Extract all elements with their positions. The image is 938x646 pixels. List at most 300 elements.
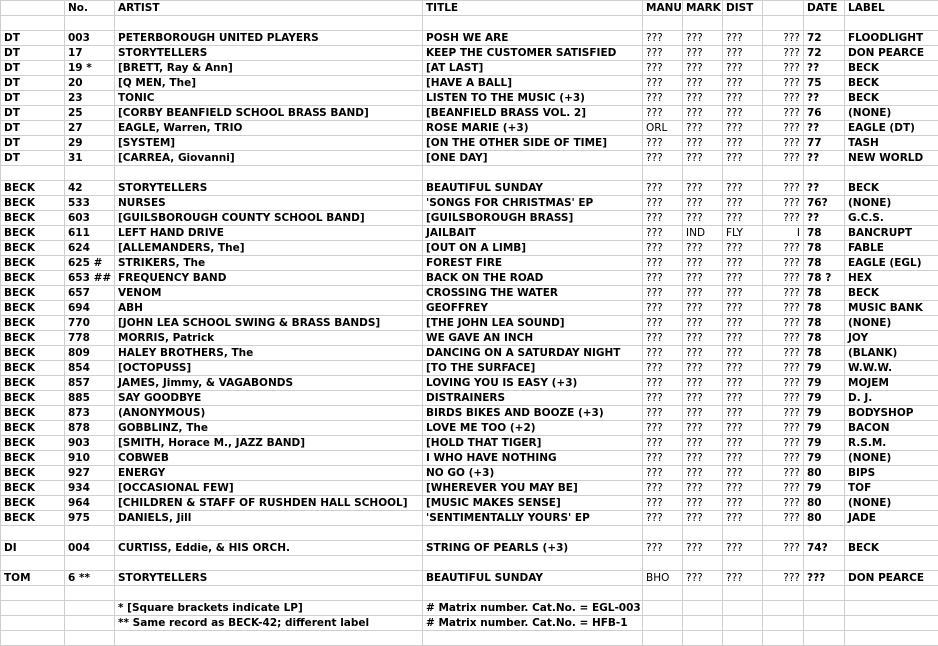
cell-dist: ??? — [723, 436, 763, 451]
cell-blank — [763, 166, 804, 181]
cell-date — [804, 526, 845, 541]
cell-title: FOREST FIRE — [423, 256, 643, 271]
cell-series: BECK — [1, 406, 65, 421]
cell-artist: [GUILSBOROUGH COUNTY SCHOOL BAND] — [115, 211, 423, 226]
cell-number: 533 — [65, 196, 115, 211]
cell-title: [TO THE SURFACE] — [423, 361, 643, 376]
cell-mark: ??? — [683, 31, 723, 46]
cell-blank — [763, 586, 804, 601]
cell-number: 809 — [65, 346, 115, 361]
cell-label: FLOODLIGHT — [845, 31, 938, 46]
cell-label: R.S.M. — [845, 436, 938, 451]
cell-manu: ??? — [643, 316, 683, 331]
table-row — [1, 361, 938, 376]
cell-series: BECK — [1, 391, 65, 406]
cell-number: 694 — [65, 301, 115, 316]
cell-number — [65, 166, 115, 181]
cell-manu — [643, 166, 683, 181]
cell-date — [804, 616, 845, 631]
cell-series: BECK — [1, 181, 65, 196]
cell-label: BECK — [845, 91, 938, 106]
cell-artist: * [Square brackets indicate LP] — [115, 601, 423, 616]
cell-manu — [643, 616, 683, 631]
cell-artist: [OCCASIONAL FEW] — [115, 481, 423, 496]
cell-mark — [683, 16, 723, 31]
cell-mark: ??? — [683, 376, 723, 391]
cell-date: ?? — [804, 91, 845, 106]
cell-series: BECK — [1, 226, 65, 241]
cell-dist: ??? — [723, 151, 763, 166]
table-row — [1, 16, 938, 31]
cell-label: (NONE) — [845, 316, 938, 331]
cell-title — [423, 166, 643, 181]
cell-mark: ??? — [683, 571, 723, 586]
cell-mark: ??? — [683, 511, 723, 526]
table-row — [1, 31, 938, 46]
cell-title: 'SENTIMENTALLY YOURS' EP — [423, 511, 643, 526]
cell-series: BECK — [1, 361, 65, 376]
table-row — [1, 466, 938, 481]
cell-date: 79 — [804, 481, 845, 496]
cell-dist — [723, 616, 763, 631]
cell-series: DT — [1, 76, 65, 91]
cell-label — [845, 526, 938, 541]
table-row — [1, 616, 938, 631]
cell-series: DT — [1, 136, 65, 151]
cell-date: 78 ? — [804, 271, 845, 286]
table-row — [1, 556, 938, 571]
cell-dist: ??? — [723, 31, 763, 46]
cell-number — [65, 526, 115, 541]
cell-manu: ??? — [643, 511, 683, 526]
cell-title: LOVE ME TOO (+2) — [423, 421, 643, 436]
cell-artist: STORYTELLERS — [115, 46, 423, 61]
cell-mark: ??? — [683, 181, 723, 196]
cell-date — [804, 556, 845, 571]
cell-mark: ??? — [683, 496, 723, 511]
cell-series: DT — [1, 46, 65, 61]
table-row — [1, 286, 938, 301]
cell-blank — [763, 616, 804, 631]
cell-number: 23 — [65, 91, 115, 106]
cell-blank — [763, 16, 804, 31]
cell-number: 878 — [65, 421, 115, 436]
cell-dist: ??? — [723, 121, 763, 136]
cell-manu — [643, 16, 683, 31]
table-row — [1, 346, 938, 361]
cell-mark — [683, 616, 723, 631]
cell-date — [804, 601, 845, 616]
cell-number: 611 — [65, 226, 115, 241]
cell-artist: ** Same record as BECK-42; different label — [115, 616, 423, 631]
cell-number: 004 — [65, 541, 115, 556]
cell-mark — [683, 526, 723, 541]
cell-manu: BHO — [643, 571, 683, 586]
cell-blank: ??? — [763, 91, 804, 106]
cell-series — [1, 526, 65, 541]
cell-artist: [CHILDREN & STAFF OF RUSHDEN HALL SCHOOL] — [115, 496, 423, 511]
cell-dist: ??? — [723, 511, 763, 526]
cell-artist: DANIELS, Jill — [115, 511, 423, 526]
cell-series: BECK — [1, 376, 65, 391]
cell-artist: STORYTELLERS — [115, 571, 423, 586]
cell-artist: [SMITH, Horace M., JAZZ BAND] — [115, 436, 423, 451]
cell-series: BECK — [1, 316, 65, 331]
cell-label: BECK — [845, 61, 938, 76]
cell-dist: ??? — [723, 181, 763, 196]
cell-date: 78 — [804, 331, 845, 346]
cell-artist: FREQUENCY BAND — [115, 271, 423, 286]
cell-number: 910 — [65, 451, 115, 466]
cell-label — [845, 166, 938, 181]
cell-label: (NONE) — [845, 106, 938, 121]
cell-blank: ??? — [763, 346, 804, 361]
cell-artist: HALEY BROTHERS, The — [115, 346, 423, 361]
cell-title: BEAUTIFUL SUNDAY — [423, 571, 643, 586]
cell-series: BECK — [1, 196, 65, 211]
cell-mark: ??? — [683, 301, 723, 316]
cell-title: NO GO (+3) — [423, 466, 643, 481]
cell-dist: ??? — [723, 331, 763, 346]
cell-manu: ??? — [643, 346, 683, 361]
cell-artist: LEFT HAND DRIVE — [115, 226, 423, 241]
cell-mark: ??? — [683, 76, 723, 91]
cell-title: BACK ON THE ROAD — [423, 271, 643, 286]
cell-blank: ??? — [763, 286, 804, 301]
cell-date: 80 — [804, 466, 845, 481]
cell-series — [1, 16, 65, 31]
cell-blank: ??? — [763, 451, 804, 466]
cell-mark: ??? — [683, 136, 723, 151]
cell-number: 603 — [65, 211, 115, 226]
cell-number — [65, 16, 115, 31]
cell-manu: ??? — [643, 196, 683, 211]
cell-series: DT — [1, 91, 65, 106]
cell-series: DT — [1, 31, 65, 46]
table-row — [1, 316, 938, 331]
cell-number: 934 — [65, 481, 115, 496]
cell-dist — [723, 166, 763, 181]
cell-series: BECK — [1, 256, 65, 271]
cell-blank: ??? — [763, 571, 804, 586]
cell-mark: ??? — [683, 196, 723, 211]
cell-dist: ??? — [723, 376, 763, 391]
cell-title: 'SONGS FOR CHRISTMAS' EP — [423, 196, 643, 211]
cell-manu: ??? — [643, 541, 683, 556]
cell-dist: ??? — [723, 76, 763, 91]
cell-title: JAILBAIT — [423, 226, 643, 241]
cell-title: # Matrix number. Cat.No. = HFB-1 — [423, 616, 643, 631]
cell-date: 79 — [804, 376, 845, 391]
cell-manu: ??? — [643, 361, 683, 376]
cell-title — [423, 631, 643, 646]
table-row — [1, 211, 938, 226]
cell-dist — [723, 631, 763, 646]
cell-manu: ??? — [643, 436, 683, 451]
table-row — [1, 166, 938, 181]
cell-mark: ??? — [683, 316, 723, 331]
cell-series: TOM — [1, 571, 65, 586]
cell-dist: ??? — [723, 136, 763, 151]
cell-date: 78 — [804, 256, 845, 271]
table-row — [1, 121, 938, 136]
cell-title — [423, 526, 643, 541]
cell-dist: ??? — [723, 466, 763, 481]
table-row — [1, 376, 938, 391]
cell-mark: ??? — [683, 421, 723, 436]
cell-mark — [683, 586, 723, 601]
cell-blank: ??? — [763, 136, 804, 151]
table-row — [1, 226, 938, 241]
cell-dist — [723, 556, 763, 571]
cell-label: DON PEARCE — [845, 571, 938, 586]
cell-mark: ??? — [683, 361, 723, 376]
cell-blank: ??? — [763, 76, 804, 91]
cell-date: 78 — [804, 301, 845, 316]
cell-number: 927 — [65, 466, 115, 481]
header-row — [1, 1, 938, 16]
cell-series: DT — [1, 106, 65, 121]
cell-manu: ??? — [643, 391, 683, 406]
cell-number: 20 — [65, 76, 115, 91]
cell-mark: ??? — [683, 61, 723, 76]
table-row — [1, 571, 938, 586]
cell-date: 78 — [804, 316, 845, 331]
header-series — [1, 1, 65, 16]
cell-date: ??? — [804, 571, 845, 586]
cell-manu: ??? — [643, 91, 683, 106]
table-row — [1, 391, 938, 406]
cell-label: BECK — [845, 541, 938, 556]
table-row — [1, 511, 938, 526]
cell-mark: ??? — [683, 331, 723, 346]
cell-number: 975 — [65, 511, 115, 526]
cell-dist: ??? — [723, 91, 763, 106]
header-manu: MANU — [643, 1, 683, 16]
cell-manu: ??? — [643, 481, 683, 496]
cell-title: # Matrix number. Cat.No. = EGL-003 — [423, 601, 643, 616]
cell-date: 77 — [804, 136, 845, 151]
cell-label — [845, 616, 938, 631]
cell-series — [1, 631, 65, 646]
cell-manu: ??? — [643, 106, 683, 121]
header-mark: MARK — [683, 1, 723, 16]
cell-mark: ??? — [683, 106, 723, 121]
cell-manu: ??? — [643, 226, 683, 241]
cell-title: GEOFFREY — [423, 301, 643, 316]
cell-series — [1, 166, 65, 181]
cell-artist: (ANONYMOUS) — [115, 406, 423, 421]
table-row — [1, 196, 938, 211]
cell-series — [1, 616, 65, 631]
cell-title: DISTRAINERS — [423, 391, 643, 406]
cell-dist — [723, 16, 763, 31]
cell-label: (NONE) — [845, 196, 938, 211]
cell-number: 778 — [65, 331, 115, 346]
cell-date: 72 — [804, 46, 845, 61]
cell-date: 78 — [804, 346, 845, 361]
cell-artist: COBWEB — [115, 451, 423, 466]
cell-date: ?? — [804, 181, 845, 196]
cell-number: 624 — [65, 241, 115, 256]
cell-date: 80 — [804, 511, 845, 526]
cell-series: BECK — [1, 421, 65, 436]
cell-manu: ??? — [643, 286, 683, 301]
cell-mark: ??? — [683, 271, 723, 286]
cell-title — [423, 586, 643, 601]
cell-blank: ??? — [763, 541, 804, 556]
cell-artist — [115, 556, 423, 571]
cell-artist: PETERBOROUGH UNITED PLAYERS — [115, 31, 423, 46]
cell-dist: ??? — [723, 451, 763, 466]
cell-artist: NURSES — [115, 196, 423, 211]
cell-dist: ??? — [723, 421, 763, 436]
cell-number: 42 — [65, 181, 115, 196]
cell-blank: ??? — [763, 511, 804, 526]
table-row — [1, 586, 938, 601]
cell-date — [804, 16, 845, 31]
cell-artist: ENERGY — [115, 466, 423, 481]
cell-title: KEEP THE CUSTOMER SATISFIED — [423, 46, 643, 61]
table-row — [1, 91, 938, 106]
cell-blank: ??? — [763, 316, 804, 331]
cell-mark: ??? — [683, 406, 723, 421]
cell-number: 29 — [65, 136, 115, 151]
cell-artist: [ALLEMANDERS, The] — [115, 241, 423, 256]
cell-artist — [115, 16, 423, 31]
cell-artist: ABH — [115, 301, 423, 316]
table-row — [1, 181, 938, 196]
cell-blank: ??? — [763, 106, 804, 121]
header-number: No. — [65, 1, 115, 16]
cell-blank: ??? — [763, 406, 804, 421]
cell-label: BODYSHOP — [845, 406, 938, 421]
table-row — [1, 76, 938, 91]
cell-manu: ??? — [643, 46, 683, 61]
cell-dist: ??? — [723, 241, 763, 256]
cell-label: G.C.S. — [845, 211, 938, 226]
cell-title — [423, 16, 643, 31]
cell-mark: ??? — [683, 256, 723, 271]
cell-blank: ??? — [763, 181, 804, 196]
cell-number: 854 — [65, 361, 115, 376]
table-row — [1, 241, 938, 256]
cell-dist: ??? — [723, 106, 763, 121]
cell-mark — [683, 166, 723, 181]
cell-title: [ON THE OTHER SIDE OF TIME] — [423, 136, 643, 151]
cell-manu: ??? — [643, 76, 683, 91]
cell-number: 903 — [65, 436, 115, 451]
cell-title: ROSE MARIE (+3) — [423, 121, 643, 136]
table-row — [1, 256, 938, 271]
cell-artist — [115, 586, 423, 601]
cell-label: BANCRUPT — [845, 226, 938, 241]
cell-mark: ??? — [683, 241, 723, 256]
cell-dist: ??? — [723, 571, 763, 586]
cell-blank: ??? — [763, 376, 804, 391]
cell-series: BECK — [1, 436, 65, 451]
cell-date: 76 — [804, 106, 845, 121]
cell-series: DT — [1, 121, 65, 136]
cell-blank: ??? — [763, 421, 804, 436]
cell-dist: ??? — [723, 46, 763, 61]
cell-number — [65, 616, 115, 631]
cell-title: [MUSIC MAKES SENSE] — [423, 496, 643, 511]
cell-label: BECK — [845, 181, 938, 196]
cell-manu: ??? — [643, 466, 683, 481]
cell-title — [423, 556, 643, 571]
cell-date: ?? — [804, 61, 845, 76]
table-row — [1, 61, 938, 76]
cell-dist: ??? — [723, 196, 763, 211]
cell-title: LISTEN TO THE MUSIC (+3) — [423, 91, 643, 106]
cell-number: 885 — [65, 391, 115, 406]
cell-date: 80 — [804, 496, 845, 511]
table-row — [1, 601, 938, 616]
cell-blank: ??? — [763, 151, 804, 166]
cell-series: BECK — [1, 241, 65, 256]
cell-mark: ??? — [683, 211, 723, 226]
cell-label: MOJEM — [845, 376, 938, 391]
cell-blank: ??? — [763, 271, 804, 286]
cell-mark: ??? — [683, 346, 723, 361]
header-dist: DIST — [723, 1, 763, 16]
cell-title: [HOLD THAT TIGER] — [423, 436, 643, 451]
cell-mark: ??? — [683, 451, 723, 466]
cell-series: BECK — [1, 331, 65, 346]
header-title: TITLE — [423, 1, 643, 16]
cell-series: BECK — [1, 211, 65, 226]
cell-number: 657 — [65, 286, 115, 301]
cell-artist: JAMES, Jimmy, & VAGABONDS — [115, 376, 423, 391]
cell-number: 857 — [65, 376, 115, 391]
cell-series: BECK — [1, 346, 65, 361]
header-blank — [763, 1, 804, 16]
cell-blank: I — [763, 226, 804, 241]
cell-date: 75 — [804, 76, 845, 91]
cell-label: (NONE) — [845, 451, 938, 466]
cell-manu: ORL — [643, 121, 683, 136]
cell-date: 78 — [804, 226, 845, 241]
cell-title: [GUILSBOROUGH BRASS] — [423, 211, 643, 226]
cell-series: DI — [1, 541, 65, 556]
cell-date — [804, 166, 845, 181]
cell-blank — [763, 556, 804, 571]
cell-series: BECK — [1, 496, 65, 511]
table-row — [1, 136, 938, 151]
table-row — [1, 301, 938, 316]
cell-artist: GOBBLINZ, The — [115, 421, 423, 436]
cell-date: 79 — [804, 391, 845, 406]
cell-date: 79 — [804, 451, 845, 466]
table-row — [1, 526, 938, 541]
cell-series: BECK — [1, 286, 65, 301]
cell-label — [845, 16, 938, 31]
cell-blank: ??? — [763, 481, 804, 496]
header-date: DATE — [804, 1, 845, 16]
cell-series — [1, 586, 65, 601]
cell-number — [65, 631, 115, 646]
table-row — [1, 541, 938, 556]
cell-dist: ??? — [723, 256, 763, 271]
cell-number — [65, 586, 115, 601]
cell-series: BECK — [1, 466, 65, 481]
header-artist: ARTIST — [115, 1, 423, 16]
cell-label: W.W.W. — [845, 361, 938, 376]
cell-manu: ??? — [643, 181, 683, 196]
cell-title: [AT LAST] — [423, 61, 643, 76]
cell-number: 873 — [65, 406, 115, 421]
